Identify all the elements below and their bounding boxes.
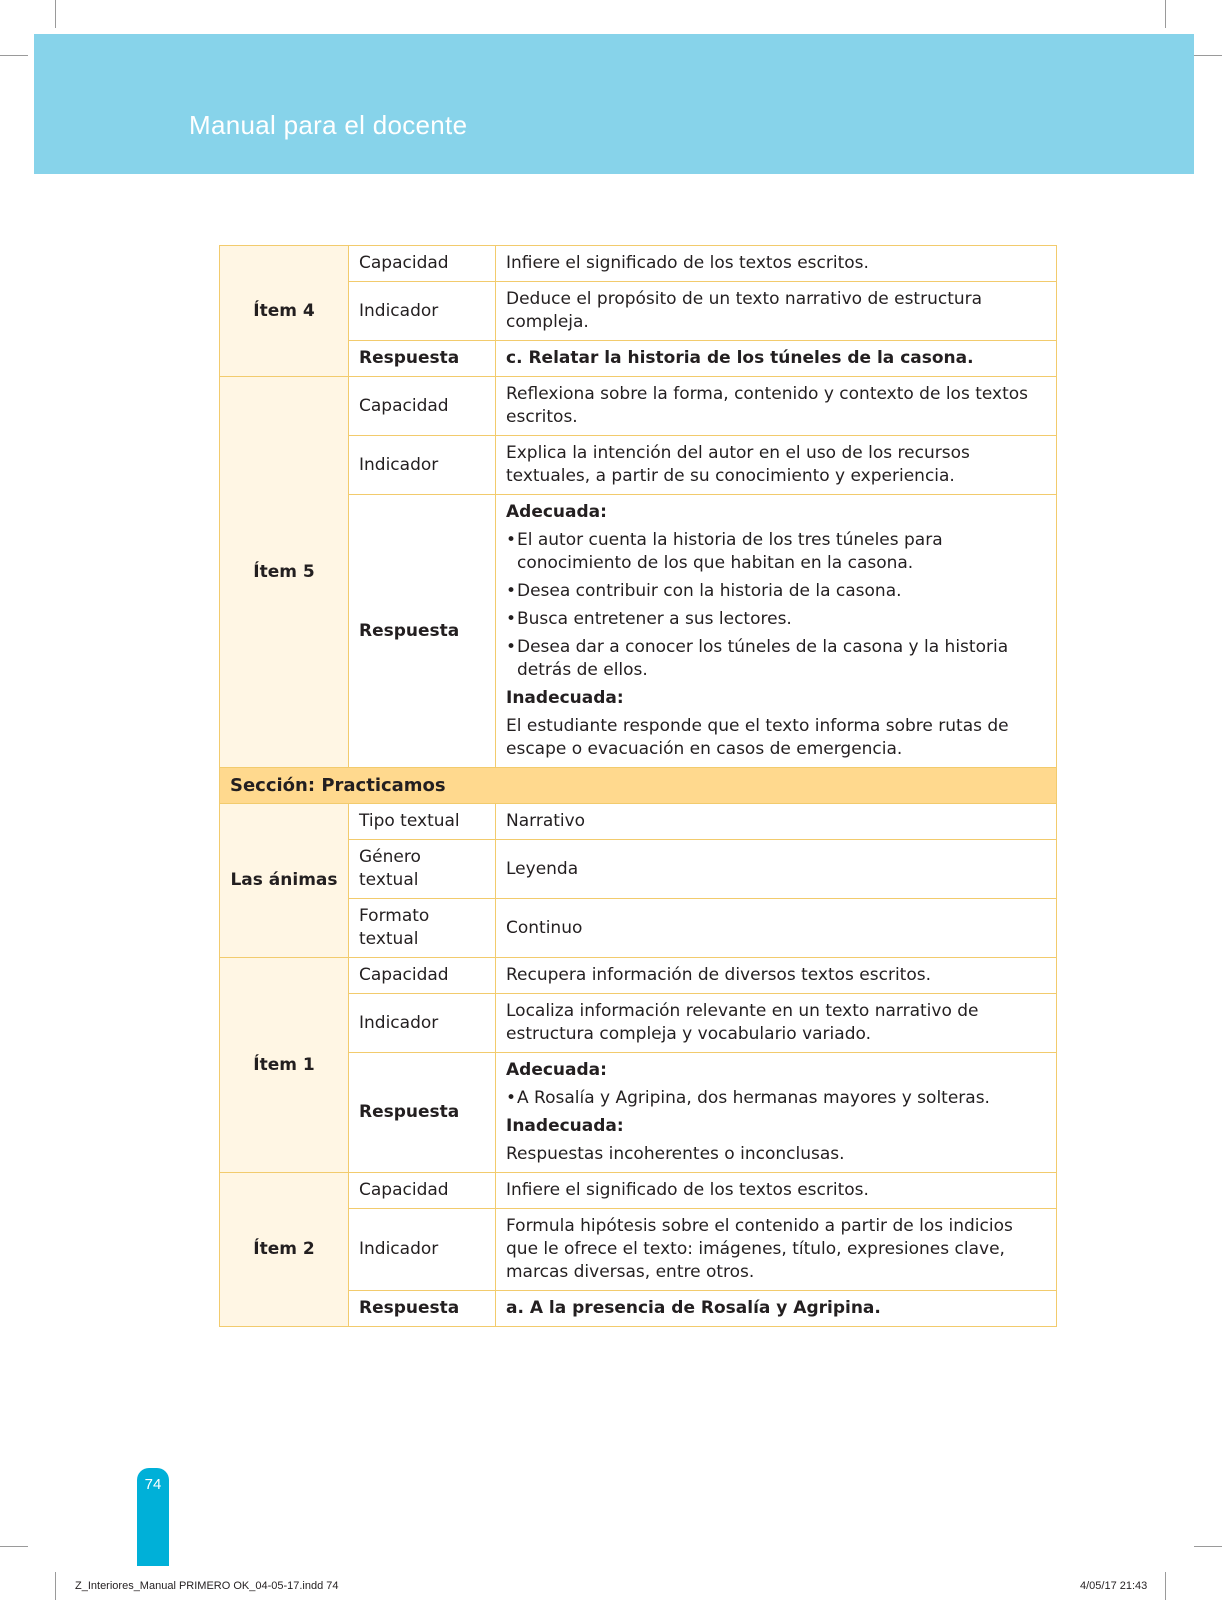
- crop-mark: [1165, 0, 1166, 28]
- table-row: [220, 246, 1057, 282]
- capacidad-label: Capacidad: [349, 1173, 496, 1209]
- item-4-label: Ítem 4: [220, 246, 349, 377]
- respuesta-label: Respuesta: [349, 341, 496, 377]
- list-item: • Desea contribuir con la historia de la casona.: [506, 580, 1046, 603]
- table-row: [220, 377, 1057, 436]
- item-5-label: Ítem 5: [220, 377, 349, 768]
- crop-mark: [55, 1572, 56, 1600]
- respuesta-label: Respuesta: [349, 1053, 496, 1173]
- respuesta-block: [506, 1059, 1046, 1166]
- indicador-label: Indicador: [349, 282, 496, 341]
- item-2-label: Ítem 2: [220, 1173, 349, 1327]
- respuesta-block: [506, 501, 1046, 761]
- crop-mark: [0, 55, 28, 56]
- text-title-label: Las ánimas: [220, 804, 349, 958]
- indicador-label: Indicador: [349, 994, 496, 1053]
- page-number: 74: [144, 1476, 162, 1493]
- capacidad-label: Capacidad: [349, 958, 496, 994]
- item-1-label: Ítem 1: [220, 958, 349, 1173]
- formato-label: Formato textual: [349, 899, 496, 958]
- formato-value: Continuo: [496, 899, 1057, 958]
- respuesta-value: c. Relatar la historia de los túneles de la casona.: [496, 341, 1057, 377]
- indicador-value: Formula hipótesis sobre el contenido a partir de los indicios que le ofrece el texto: imágenes, título, expresiones clave, marcas diversas, entre otros.: [496, 1209, 1057, 1291]
- inadecuada-text: El estudiante responde que el texto informa sobre rutas de escape o evacuación en casos de emergencia.: [506, 716, 1009, 759]
- respuesta-label: Respuesta: [349, 1291, 496, 1327]
- tipo-value: Narrativo: [496, 804, 1057, 840]
- crop-mark: [0, 1546, 28, 1547]
- rubric-table: [219, 245, 1057, 1327]
- capacidad-value: Infiere el significado de los textos escritos.: [496, 246, 1057, 282]
- indicador-value: Localiza información relevante en un texto narrativo de estructura compleja y vocabulario variado.: [496, 994, 1057, 1053]
- indicador-value: Explica la intención del autor en el uso de los recursos textuales, a partir de su conocimiento y experiencia.: [496, 436, 1057, 495]
- capacidad-value: Recupera información de diversos textos escritos.: [496, 958, 1057, 994]
- list-item: • Busca entretener a sus lectores.: [506, 608, 1046, 631]
- indicador-value: Deduce el propósito de un texto narrativo de estructura compleja.: [496, 282, 1057, 341]
- table-row: [220, 958, 1057, 994]
- genero-label: Género textual: [349, 840, 496, 899]
- crop-mark: [1194, 1546, 1222, 1547]
- adecuada-heading: Adecuada:: [506, 1060, 607, 1080]
- adecuada-heading: Adecuada:: [506, 502, 607, 522]
- tipo-label: Tipo textual: [349, 804, 496, 840]
- capacidad-label: Capacidad: [349, 246, 496, 282]
- table-row: [220, 1173, 1057, 1209]
- respuesta-label: Respuesta: [349, 495, 496, 768]
- list-item: • Desea dar a conocer los túneles de la casona y la historia detrás de ellos.: [506, 636, 1046, 682]
- capacidad-value: Reflexiona sobre la forma, contenido y contexto de los textos escritos.: [496, 377, 1057, 436]
- table-row: [220, 768, 1057, 804]
- crop-mark: [1165, 1572, 1166, 1600]
- respuesta-value: [496, 495, 1057, 768]
- genero-value: Leyenda: [496, 840, 1057, 899]
- inadecuada-text: Respuestas incoherentes o inconclusas.: [506, 1144, 845, 1164]
- header-band: [34, 34, 1194, 174]
- print-slug-filename: Z_Interiores_Manual PRIMERO OK_04-05-17.indd 74: [75, 1580, 339, 1592]
- inadecuada-heading: Inadecuada:: [506, 1116, 624, 1136]
- table-row: [220, 804, 1057, 840]
- indicador-label: Indicador: [349, 436, 496, 495]
- crop-mark: [1194, 55, 1222, 56]
- page-title: Manual para el docente: [189, 110, 468, 140]
- indicador-label: Indicador: [349, 1209, 496, 1291]
- print-slug-date: 4/05/17 21:43: [1080, 1580, 1148, 1592]
- section-title: Sección: Practicamos: [220, 768, 1057, 804]
- capacidad-value: Infiere el significado de los textos escritos.: [496, 1173, 1057, 1209]
- inadecuada-heading: Inadecuada:: [506, 688, 624, 708]
- list-item: • El autor cuenta la historia de los tres túneles para conocimiento de los que habitan en la casona.: [506, 529, 1046, 575]
- respuesta-value: a. A la presencia de Rosalía y Agripina.: [496, 1291, 1057, 1327]
- crop-mark: [55, 0, 56, 28]
- list-item: • A Rosalía y Agripina, dos hermanas mayores y solteras.: [506, 1087, 1046, 1110]
- respuesta-value: [496, 1053, 1057, 1173]
- capacidad-label: Capacidad: [349, 377, 496, 436]
